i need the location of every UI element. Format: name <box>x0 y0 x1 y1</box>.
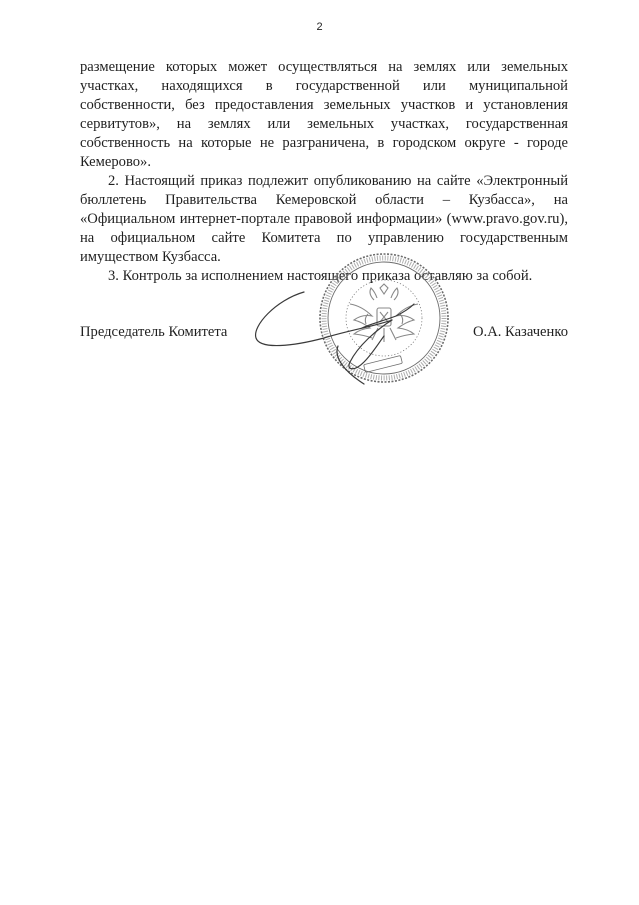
paragraph-2-publication: 2. Настоящий приказ подлежит опубликованию на сайте «Электронный бюллетень Правительства Кемеровской области – Кузбасса», на «Официальном интернет-портале правовой информации» (www.pravo.gov.ru), на официальном сайте Комитета по управлению государственным имуществом Кузбасса. <box>80 173 568 265</box>
signatory-name: О.А. Казаченко <box>473 324 568 340</box>
official-seal <box>320 254 448 382</box>
signature-block <box>80 323 568 345</box>
signatory-title: Председатель Комитета <box>80 324 228 340</box>
paragraph-3-control: 3. Контроль за исполнением настоящего приказа оставляю за собой. <box>108 268 533 284</box>
paragraph-continuation: размещение которых может осуществляться на землях или земельных участках, находящихся в государственной или муниципальной собственности, без предоставления земельных участков и установления сервитутов», на землях или земельных участках, государственная собственность на которые не разграничена, в городском округе - городе Кемерово». <box>80 59 568 170</box>
page-number: 2 <box>316 21 323 33</box>
